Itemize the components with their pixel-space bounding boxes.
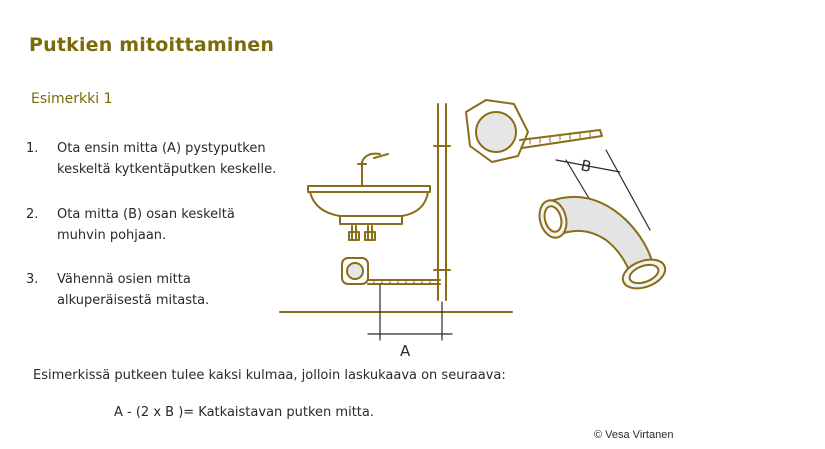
step-number: 2.	[26, 207, 39, 222]
tape-measure-large-icon	[466, 100, 602, 162]
dimension-a-label: A	[400, 342, 411, 360]
step-text-line: Ota ensin mitta (A) pystyputken	[57, 141, 266, 156]
example-subtitle: Esimerkki 1	[31, 91, 113, 107]
tape-measure-small-icon	[342, 258, 440, 284]
pipe-measuring-illustration	[270, 90, 690, 365]
step-text-line: alkuperäisestä mitasta.	[57, 293, 210, 308]
page-title: Putkien mitoittaminen	[29, 34, 275, 56]
elbow-fitting-icon	[536, 197, 670, 294]
step-text-line: muhvin pohjaan.	[57, 228, 167, 243]
step-number: 1.	[26, 141, 39, 156]
example-text: Esimerkissä putkeen tulee kaksi kulmaa, jolloin laskukaava on seuraava:	[33, 368, 506, 383]
step-text-line: Vähennä osien mitta	[57, 272, 191, 287]
step-text-line: Ota mitta (B) osan keskeltä	[57, 207, 235, 222]
formula-text: A - (2 x B )= Katkaistavan putken mitta.	[114, 405, 374, 420]
step-text-line: keskeltä kytkentäputken keskelle.	[57, 162, 277, 177]
dimension-b-label: B	[579, 156, 593, 177]
step-number: 3.	[26, 272, 39, 287]
copyright-notice: © Vesa Virtanen	[594, 429, 674, 441]
sink-icon	[308, 154, 430, 240]
